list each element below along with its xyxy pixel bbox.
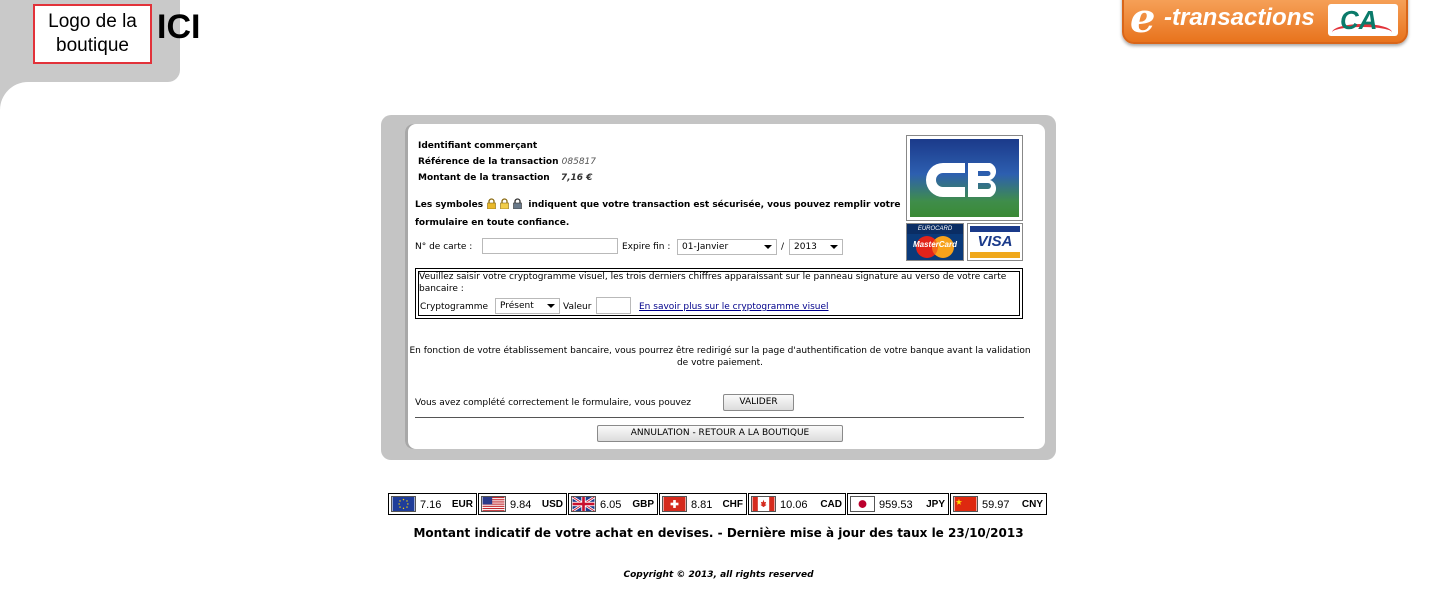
- e-transactions-name: -transactions: [1164, 4, 1315, 31]
- cb-card-logo: [906, 135, 1023, 221]
- currency-code: CAD: [820, 499, 842, 510]
- expiry-year-select[interactable]: [789, 239, 843, 255]
- cancel-return-button[interactable]: ANNULATION - RETOUR A LA BOUTIQUE: [597, 425, 843, 442]
- currency-usd: [478, 493, 567, 515]
- cryptogram-instructions: Veuillez saisir votre cryptogramme visuel, les trois derniers chiffres apparaissant sur le panneau signature au verso de votre carte bancaire :: [419, 272, 1007, 294]
- divider: [415, 417, 1024, 418]
- expiry-month-value: 01-Janvier: [682, 242, 729, 252]
- jp-flag-icon: [850, 496, 875, 512]
- lock-icon-grey: [512, 198, 523, 209]
- visa-label: VISA: [977, 233, 1013, 250]
- chevron-down-icon: [547, 304, 555, 308]
- gb-flag-icon: [571, 496, 596, 512]
- ch-flag-icon: [662, 496, 687, 512]
- transaction-info: [418, 138, 596, 186]
- logo-ici-text: ICI: [157, 8, 201, 46]
- bank-redirect-note: En fonction de votre établissement bancaire, vous pourrez être redirigé sur la page d'authentification de votre banque avant la validation de votre paiement.: [409, 346, 1031, 368]
- currency-amount: 959.53: [879, 499, 913, 511]
- reference-value: 085817: [561, 157, 597, 167]
- reference-row: [418, 154, 596, 170]
- shop-logo-line1: Logo de la: [48, 11, 137, 32]
- e-transactions-e-letter: e: [1130, 0, 1156, 42]
- currency-amount: 10.06: [780, 499, 808, 511]
- currency-eur: [388, 493, 477, 515]
- validate-button[interactable]: VALIDER: [723, 394, 794, 411]
- expiry-month-select[interactable]: [677, 239, 777, 255]
- currency-amount: 9.84: [510, 499, 532, 511]
- mastercard-logo: [906, 223, 964, 261]
- credit-agricole-logo: [1328, 4, 1398, 36]
- amount-value: 7,16 €: [560, 173, 593, 183]
- expiry-year-value: 2013: [794, 242, 817, 252]
- visa-band-bottom: [970, 252, 1020, 258]
- security-notice: [415, 196, 905, 232]
- cb-letters-icon: [924, 161, 1008, 199]
- mastercard-label: MasterCard: [912, 240, 957, 249]
- card-number-input[interactable]: [482, 238, 618, 254]
- currency-code: GBP: [632, 499, 654, 510]
- expiry-separator: /: [781, 242, 785, 252]
- currency-amount: 6.05: [600, 499, 622, 511]
- visa-band-top: [970, 226, 1020, 232]
- currency-code: CHF: [722, 499, 743, 510]
- header-curve: [0, 82, 28, 110]
- lock-icon-gold-2: [499, 198, 510, 209]
- currency-jpy: [847, 493, 949, 515]
- ca-flag-icon: [751, 496, 776, 512]
- amount-label: Montant de la transaction: [418, 173, 550, 183]
- copyright: Copyright © 2013, all rights reserved: [623, 570, 814, 580]
- merchant-id-row: [418, 138, 596, 154]
- currency-amount: 59.97: [982, 499, 1010, 511]
- eurocard-label: EUROCARD: [907, 224, 963, 234]
- eu-flag-icon: [391, 496, 416, 512]
- e-transactions-logo: [1122, 0, 1408, 44]
- completed-text: Vous avez complété correctement le formulaire, vous pouvez: [415, 398, 691, 408]
- reference-label: Référence de la transaction: [418, 157, 559, 167]
- currency-amount: 8.81: [691, 499, 713, 511]
- exchange-rates-note: Montant indicatif de votre achat en devises. - Dernière mise à jour des taux le 23/10/2013: [413, 526, 1024, 540]
- expiry-label: Expire fin :: [622, 242, 671, 252]
- merchant-id-label: Identifiant commerçant: [418, 141, 538, 151]
- cryptogram-info-link[interactable]: En savoir plus sur le cryptogramme visuel: [639, 302, 829, 312]
- card-number-label: N° de carte :: [415, 242, 473, 252]
- security-text-before: Les symboles: [415, 200, 484, 210]
- lock-icon-gold-1: [486, 198, 497, 209]
- chevron-down-icon: [764, 245, 772, 249]
- cryptogram-value-input[interactable]: [596, 297, 631, 314]
- cryptogram-presence-value: Présent: [500, 301, 534, 311]
- currency-code: CNY: [1021, 499, 1043, 510]
- chevron-down-icon: [830, 245, 838, 249]
- cn-flag-icon: [953, 496, 978, 512]
- shop-logo-placeholder: [33, 4, 152, 64]
- cryptogram-presence-select[interactable]: [495, 298, 560, 314]
- cryptogram-value-label: Valeur: [563, 302, 592, 312]
- amount-row: [418, 170, 596, 186]
- currency-code: JPY: [926, 499, 945, 510]
- currency-chf: [659, 493, 747, 515]
- currency-code: EUR: [451, 499, 473, 510]
- cb-card-background: [910, 139, 1019, 217]
- cryptogram-label: Cryptogramme: [420, 302, 489, 312]
- currency-code: USD: [541, 499, 563, 510]
- visa-logo: [967, 223, 1023, 261]
- us-flag-icon: [481, 496, 506, 512]
- currency-amount: 7.16: [420, 499, 442, 511]
- security-text-after: indiquent que votre transaction est sécurisée, vous pouvez remplir votre formulaire en toute confiance.: [415, 200, 901, 228]
- currency-cad: [748, 493, 846, 515]
- currency-gbp: [568, 493, 658, 515]
- credit-agricole-text: CA: [1340, 5, 1378, 35]
- shop-logo-line2: boutique: [56, 35, 129, 56]
- currency-cny: [950, 493, 1047, 515]
